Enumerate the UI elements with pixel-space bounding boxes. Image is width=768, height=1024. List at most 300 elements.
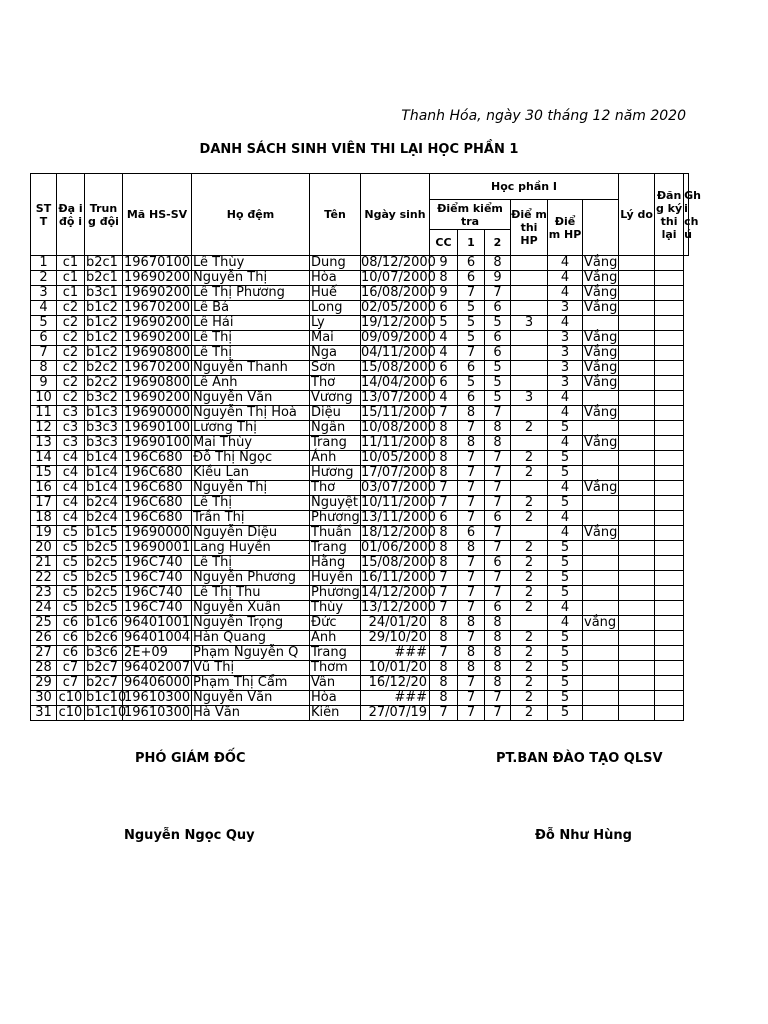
cell-dang-ky-thi-lai: [619, 586, 655, 601]
cell-trung-doi: b3c2: [85, 391, 123, 406]
cell-ma-hs-sv: 19690200: [124, 390, 191, 405]
cell-ma-hs-sv: 196C740: [123, 586, 192, 601]
cell-dai-doi: c1: [57, 286, 85, 301]
cell-diem-hp: 5: [548, 676, 583, 691]
cell-test-1: 5: [458, 316, 485, 331]
cell-test-1: 6: [458, 526, 485, 541]
cell-ghi-chu: [655, 391, 684, 406]
header-ghi-chu: Gh i ch ú: [684, 174, 689, 256]
header-trung-doi: Trun g đội: [85, 174, 123, 256]
cell-diem-thi-hp: [511, 286, 548, 301]
table-row: [31, 601, 689, 616]
cell-trung-doi: b2c5: [85, 541, 123, 556]
cell-test-2: 7: [485, 466, 511, 481]
cell-trung-doi: b3c3: [85, 421, 123, 436]
cell-ma-hs-sv: 196C680: [123, 511, 192, 526]
cell-cc: 8: [430, 451, 458, 466]
cell-ngay-sinh: 02/05/2000: [361, 300, 436, 315]
cell-stt: 13: [31, 436, 57, 451]
cell-ghi-chu: [655, 676, 684, 691]
cell-ma-hs-sv: 19670200: [124, 360, 191, 375]
cell-dang-ky-thi-lai: [619, 511, 655, 526]
cell-trung-doi: b2c5: [85, 601, 123, 616]
cell-ghi-chu: [655, 271, 684, 286]
cell-ly-do: Vắng: [584, 375, 618, 390]
cell-ly-do: [583, 661, 619, 676]
student-table: [30, 173, 701, 721]
cell-ghi-chu: [655, 451, 684, 466]
cell-ma-hs-sv: 19690200: [124, 330, 191, 345]
cell-dang-ky-thi-lai: [619, 496, 655, 511]
cell-cc: 9: [430, 256, 458, 271]
cell-test-2: 7: [485, 586, 511, 601]
header-dang-ky-thi-lai: Đăn g ký thi lại: [655, 174, 684, 256]
cell-dang-ky-thi-lai: [619, 466, 655, 481]
cell-ly-do: Vắng: [584, 435, 618, 450]
cell-dai-doi: c5: [57, 586, 85, 601]
cell-ma-hs-sv: 2E+09: [123, 646, 192, 661]
cell-ma-hs-sv: 19690800: [124, 345, 191, 360]
cell-dai-doi: c1: [57, 256, 85, 271]
cell-stt: 18: [31, 511, 57, 526]
cell-cc: 8: [430, 676, 458, 691]
cell-test-1: 5: [458, 331, 485, 346]
cell-dai-doi: c6: [57, 646, 85, 661]
cell-test-1: 7: [458, 496, 485, 511]
cell-dai-doi: c2: [57, 316, 85, 331]
cell-diem-thi-hp: [511, 481, 548, 496]
cell-ma-hs-sv: 19610300: [124, 690, 191, 705]
cell-diem-thi-hp: 2: [511, 571, 548, 586]
cell-diem-hp: 5: [548, 631, 583, 646]
cell-dang-ky-thi-lai: [619, 616, 655, 631]
cell-ngay-sinh: ###: [361, 691, 430, 706]
cell-ghi-chu: [655, 511, 684, 526]
table-row: [31, 646, 689, 661]
cell-ma-hs-sv: 196C740: [123, 571, 192, 586]
cell-ghi-chu: [655, 436, 684, 451]
cell-ngay-sinh: 24/01/20: [361, 616, 430, 631]
cell-stt: 16: [31, 481, 57, 496]
cell-cc: 8: [430, 526, 458, 541]
cell-test-1: 7: [458, 421, 485, 436]
cell-ten: Vương: [310, 391, 361, 406]
cell-test-2: 7: [485, 286, 511, 301]
cell-ma-hs-sv: 19690100: [124, 420, 191, 435]
cell-cc: 8: [430, 466, 458, 481]
cell-diem-hp: 5: [548, 646, 583, 661]
cell-stt: 23: [31, 586, 57, 601]
cell-ma-hs-sv: 19690001: [124, 540, 191, 555]
table-row: [31, 301, 689, 316]
cell-dai-doi: c2: [57, 301, 85, 316]
cell-ma-hs-sv: 96402007: [124, 660, 191, 675]
cell-ma-hs-sv: 96401001: [124, 615, 191, 630]
cell-test-2: 8: [485, 646, 511, 661]
cell-test-1: 8: [458, 661, 485, 676]
cell-dai-doi: c5: [57, 601, 85, 616]
cell-test-1: 7: [458, 631, 485, 646]
cell-cc: 6: [430, 376, 458, 391]
cell-test-2: 8: [485, 616, 511, 631]
cell-ghi-chu: [655, 361, 684, 376]
cell-cc: 8: [430, 271, 458, 286]
cell-diem-thi-hp: 2: [511, 511, 548, 526]
cell-ten: Hòa: [310, 271, 361, 286]
cell-diem-hp: 4: [548, 616, 583, 631]
cell-stt: 14: [31, 451, 57, 466]
cell-ghi-chu: [655, 346, 684, 361]
cell-dai-doi: c5: [57, 541, 85, 556]
cell-ly-do: Vắng: [584, 255, 618, 270]
table-row: [31, 451, 689, 466]
cell-ten: Long: [310, 301, 361, 316]
cell-ghi-chu: [655, 691, 684, 706]
cell-ngay-sinh: 16/08/2000: [361, 285, 436, 300]
cell-dang-ky-thi-lai: [619, 361, 655, 376]
cell-ho-dem: Đỗ Thị Ngọc: [192, 451, 310, 466]
cell-test-1: 7: [458, 601, 485, 616]
table-row: [31, 661, 689, 676]
cell-diem-thi-hp: 2: [511, 541, 548, 556]
cell-test-1: 8: [458, 646, 485, 661]
cell-test-2: 6: [485, 511, 511, 526]
cell-dang-ky-thi-lai: [619, 391, 655, 406]
header-cc: CC: [430, 230, 458, 256]
cell-diem-hp: 3: [548, 301, 583, 316]
cell-ho-dem: Nguyễn Phương: [192, 571, 310, 586]
cell-stt: 20: [31, 541, 57, 556]
cell-diem-thi-hp: 2: [511, 691, 548, 706]
cell-ma-hs-sv: 19610300: [124, 705, 191, 720]
header-ma-hs-sv: Mã HS-SV: [123, 174, 192, 256]
cell-trung-doi: b2c4: [85, 496, 123, 511]
table-row: [31, 556, 689, 571]
cell-ly-do: Vắng: [584, 300, 618, 315]
cell-ma-hs-sv: 19690200: [124, 315, 191, 330]
cell-cc: 8: [430, 691, 458, 706]
cell-ten: Dung: [310, 256, 361, 271]
cell-stt: 31: [31, 706, 57, 721]
cell-test-2: 6: [485, 601, 511, 616]
left-signatory-name: Nguyễn Ngọc Quy: [124, 828, 255, 843]
cell-ho-dem: Lang Huyền: [192, 541, 310, 556]
cell-dang-ky-thi-lai: [619, 331, 655, 346]
cell-diem-thi-hp: 2: [511, 466, 548, 481]
cell-stt: 10: [31, 391, 57, 406]
cell-ho-dem: Phạm Nguyễn Q: [192, 646, 310, 661]
cell-diem-hp: 5: [548, 586, 583, 601]
cell-ngay-sinh: 10/07/2000: [361, 270, 436, 285]
cell-ten: Huế: [310, 286, 361, 301]
cell-ly-do: Vắng: [584, 525, 618, 540]
cell-ten: Thơ: [310, 481, 361, 496]
cell-ly-do: [583, 571, 619, 586]
cell-dai-doi: c6: [57, 616, 85, 631]
cell-dang-ky-thi-lai: [619, 316, 655, 331]
cell-dang-ky-thi-lai: [619, 421, 655, 436]
cell-trung-doi: b3c3: [85, 436, 123, 451]
cell-trung-doi: b2c5: [85, 586, 123, 601]
cell-ma-hs-sv: 96406000: [124, 675, 191, 690]
cell-ghi-chu: [655, 286, 684, 301]
cell-diem-hp: 4: [548, 436, 583, 451]
cell-ho-dem: Lê Anh: [192, 376, 310, 391]
cell-ngay-sinh: 19/12/2000: [361, 315, 436, 330]
cell-ho-dem: Nguyễn Thị: [192, 271, 310, 286]
cell-ho-dem: Nguyễn Thị Hoà: [192, 406, 310, 421]
table-row: [31, 616, 689, 631]
cell-test-2: 9: [485, 271, 511, 286]
cell-dang-ky-thi-lai: [619, 661, 655, 676]
document-title: DANH SÁCH SINH VIÊN THI LẠI HỌC PHẦN 1: [199, 142, 519, 157]
table-row: [31, 286, 689, 301]
cell-diem-hp: 5: [548, 571, 583, 586]
cell-ten: Hương: [310, 466, 361, 481]
cell-test-1: 6: [458, 361, 485, 376]
cell-ghi-chu: [655, 601, 684, 616]
cell-ten: Sơn: [310, 361, 361, 376]
cell-stt: 9: [31, 376, 57, 391]
cell-diem-thi-hp: [511, 346, 548, 361]
cell-ghi-chu: [655, 406, 684, 421]
cell-ghi-chu: [655, 661, 684, 676]
cell-diem-thi-hp: 3: [511, 316, 548, 331]
cell-ly-do: [583, 646, 619, 661]
cell-trung-doi: b1c2: [85, 316, 123, 331]
cell-ho-dem: Lê Bá: [192, 301, 310, 316]
cell-ngay-sinh: 03/07/2000: [361, 480, 436, 495]
cell-diem-hp: 4: [548, 271, 583, 286]
cell-ly-do: [583, 556, 619, 571]
cell-ma-hs-sv: 196C740: [123, 601, 192, 616]
cell-test-1: 7: [458, 466, 485, 481]
cell-ho-dem: Lê Thùy: [192, 256, 310, 271]
cell-ho-dem: Lê Thị: [192, 496, 310, 511]
cell-trung-doi: b2c1: [85, 271, 123, 286]
cell-dai-doi: c2: [57, 376, 85, 391]
cell-ngay-sinh: 08/12/2000: [361, 255, 436, 270]
cell-trung-doi: b1c4: [85, 481, 123, 496]
header-diem-hp: Điể m HP: [548, 200, 583, 256]
cell-diem-hp: 5: [548, 541, 583, 556]
cell-stt: 24: [31, 601, 57, 616]
cell-cc: 7: [430, 496, 458, 511]
cell-ngay-sinh: 01/06/2000: [361, 540, 436, 555]
cell-ly-do: [583, 631, 619, 646]
cell-cc: 7: [430, 571, 458, 586]
cell-ngay-sinh: 10/11/2000: [361, 495, 436, 510]
cell-stt: 7: [31, 346, 57, 361]
cell-ghi-chu: [655, 706, 684, 721]
cell-ma-hs-sv: 19690200: [124, 270, 191, 285]
cell-diem-hp: 4: [548, 481, 583, 496]
cell-cc: 8: [430, 616, 458, 631]
cell-diem-thi-hp: 3: [511, 391, 548, 406]
cell-trung-doi: b1c4: [85, 451, 123, 466]
left-signature-title: PHÓ GIÁM ĐỐC: [135, 751, 246, 766]
cell-dai-doi: c2: [57, 331, 85, 346]
cell-trung-doi: b1c5: [85, 526, 123, 541]
table-row: [31, 586, 689, 601]
cell-diem-thi-hp: [511, 271, 548, 286]
cell-diem-thi-hp: 2: [511, 676, 548, 691]
cell-ten: Vân: [310, 676, 361, 691]
cell-test-1: 6: [458, 271, 485, 286]
cell-test-2: 8: [485, 676, 511, 691]
cell-diem-thi-hp: 2: [511, 556, 548, 571]
cell-trung-doi: b3c1: [85, 286, 123, 301]
cell-ngay-sinh: 13/12/2000: [361, 600, 436, 615]
cell-ngay-sinh: 10/05/2000: [361, 450, 436, 465]
cell-ten: Diệu: [310, 406, 361, 421]
cell-dang-ky-thi-lai: [619, 256, 655, 271]
cell-test-2: 6: [485, 301, 511, 316]
cell-trung-doi: b1c10: [86, 705, 127, 720]
cell-ho-dem: Lê Thị: [192, 346, 310, 361]
cell-ten: Thơm: [310, 661, 361, 676]
cell-cc: 7: [430, 646, 458, 661]
cell-test-1: 7: [458, 571, 485, 586]
cell-ngay-sinh: 16/11/2000: [361, 570, 436, 585]
cell-diem-hp: 5: [548, 691, 583, 706]
cell-dai-doi: c3: [57, 436, 85, 451]
cell-ma-hs-sv: 96401004: [124, 630, 191, 645]
cell-diem-hp: 5: [548, 661, 583, 676]
cell-diem-thi-hp: [511, 526, 548, 541]
cell-ly-do: [583, 586, 619, 601]
cell-ngay-sinh: 14/12/2000: [361, 585, 436, 600]
cell-ten: Kiên: [310, 706, 361, 721]
cell-test-2: 6: [485, 331, 511, 346]
cell-dang-ky-thi-lai: [619, 346, 655, 361]
cell-ngay-sinh: 15/08/2000: [361, 360, 436, 375]
cell-dai-doi: c5: [57, 556, 85, 571]
cell-diem-thi-hp: [511, 436, 548, 451]
cell-dang-ky-thi-lai: [619, 556, 655, 571]
cell-diem-hp: 4: [548, 391, 583, 406]
cell-test-1: 5: [458, 301, 485, 316]
cell-dang-ky-thi-lai: [619, 571, 655, 586]
cell-test-1: 6: [458, 256, 485, 271]
cell-dang-ky-thi-lai: [619, 526, 655, 541]
cell-diem-thi-hp: 2: [511, 421, 548, 436]
header-dai-doi: Đạ i độ i: [57, 174, 85, 256]
header-test-2: 2: [485, 230, 511, 256]
cell-test-1: 7: [458, 556, 485, 571]
cell-trung-doi: b1c4: [85, 466, 123, 481]
cell-ma-hs-sv: 19670200: [124, 300, 191, 315]
cell-ly-do: Vắng: [584, 285, 618, 300]
cell-ly-do: [583, 421, 619, 436]
cell-stt: 1: [31, 256, 57, 271]
table-row: [31, 256, 689, 271]
cell-cc: 5: [430, 316, 458, 331]
cell-diem-thi-hp: 2: [511, 706, 548, 721]
cell-ngay-sinh: 13/07/2000: [361, 390, 436, 405]
cell-ho-dem: Lê Thị: [192, 331, 310, 346]
header-hoc-phan: Học phần I: [430, 174, 619, 200]
cell-ghi-chu: [655, 586, 684, 601]
cell-trung-doi: b2c7: [85, 676, 123, 691]
cell-ma-hs-sv: 19690000: [124, 525, 191, 540]
cell-ghi-chu: [655, 541, 684, 556]
header-ten: Tên: [310, 174, 361, 256]
cell-diem-thi-hp: 2: [511, 496, 548, 511]
cell-ho-dem: Lê Thị Thu: [192, 586, 310, 601]
cell-diem-hp: 4: [548, 511, 583, 526]
cell-ngay-sinh: 16/12/20: [361, 676, 430, 691]
table-row: [31, 391, 689, 406]
cell-diem-thi-hp: [511, 361, 548, 376]
cell-ly-do: [583, 511, 619, 526]
cell-ly-do: Vắng: [584, 270, 618, 285]
cell-trung-doi: b2c7: [85, 661, 123, 676]
table-row: [31, 421, 689, 436]
cell-ma-hs-sv: 19690000: [124, 405, 191, 420]
cell-ten: Trang: [310, 436, 361, 451]
cell-test-2: 6: [485, 346, 511, 361]
cell-ly-do: [583, 691, 619, 706]
cell-dang-ky-thi-lai: [619, 541, 655, 556]
cell-trung-doi: b1c2: [85, 301, 123, 316]
cell-dai-doi: c4: [57, 481, 85, 496]
table-row: [31, 526, 689, 541]
cell-trung-doi: b2c2: [85, 361, 123, 376]
table-row: [31, 496, 689, 511]
cell-test-2: 7: [485, 691, 511, 706]
cell-cc: 4: [430, 346, 458, 361]
cell-cc: 7: [430, 406, 458, 421]
cell-dang-ky-thi-lai: [619, 436, 655, 451]
cell-dai-doi: c5: [57, 526, 85, 541]
cell-ly-do: [583, 706, 619, 721]
header-ho-dem: Họ đệm: [192, 174, 310, 256]
table-body: [31, 256, 689, 721]
cell-ten: Phương: [311, 585, 360, 600]
header-stt: ST T: [31, 174, 57, 256]
cell-ten: Mai: [310, 331, 361, 346]
cell-dang-ky-thi-lai: [619, 301, 655, 316]
cell-ghi-chu: [655, 616, 684, 631]
cell-diem-thi-hp: [511, 331, 548, 346]
cell-trung-doi: b2c1: [85, 256, 123, 271]
cell-diem-thi-hp: 2: [511, 631, 548, 646]
cell-ghi-chu: [655, 301, 684, 316]
cell-cc: 8: [430, 436, 458, 451]
cell-stt: 2: [31, 271, 57, 286]
cell-dang-ky-thi-lai: [619, 646, 655, 661]
cell-diem-thi-hp: [511, 406, 548, 421]
cell-stt: 21: [31, 556, 57, 571]
cell-dang-ky-thi-lai: [619, 691, 655, 706]
table-row: [31, 571, 689, 586]
cell-trung-doi: b2c4: [85, 511, 123, 526]
cell-ghi-chu: [655, 316, 684, 331]
cell-ten: Hằng: [310, 556, 361, 571]
cell-ho-dem: Lê Hải: [192, 316, 310, 331]
header-test-1: 1: [458, 230, 485, 256]
cell-ma-hs-sv: 19690200: [124, 285, 191, 300]
cell-test-2: 7: [485, 406, 511, 421]
cell-ten: Phương: [311, 510, 360, 525]
table-row: [31, 706, 689, 721]
cell-diem-hp: 5: [548, 556, 583, 571]
cell-test-1: 8: [458, 541, 485, 556]
cell-ly-do: [583, 496, 619, 511]
cell-dai-doi: c10: [57, 706, 85, 721]
cell-ten: Đức: [310, 616, 361, 631]
